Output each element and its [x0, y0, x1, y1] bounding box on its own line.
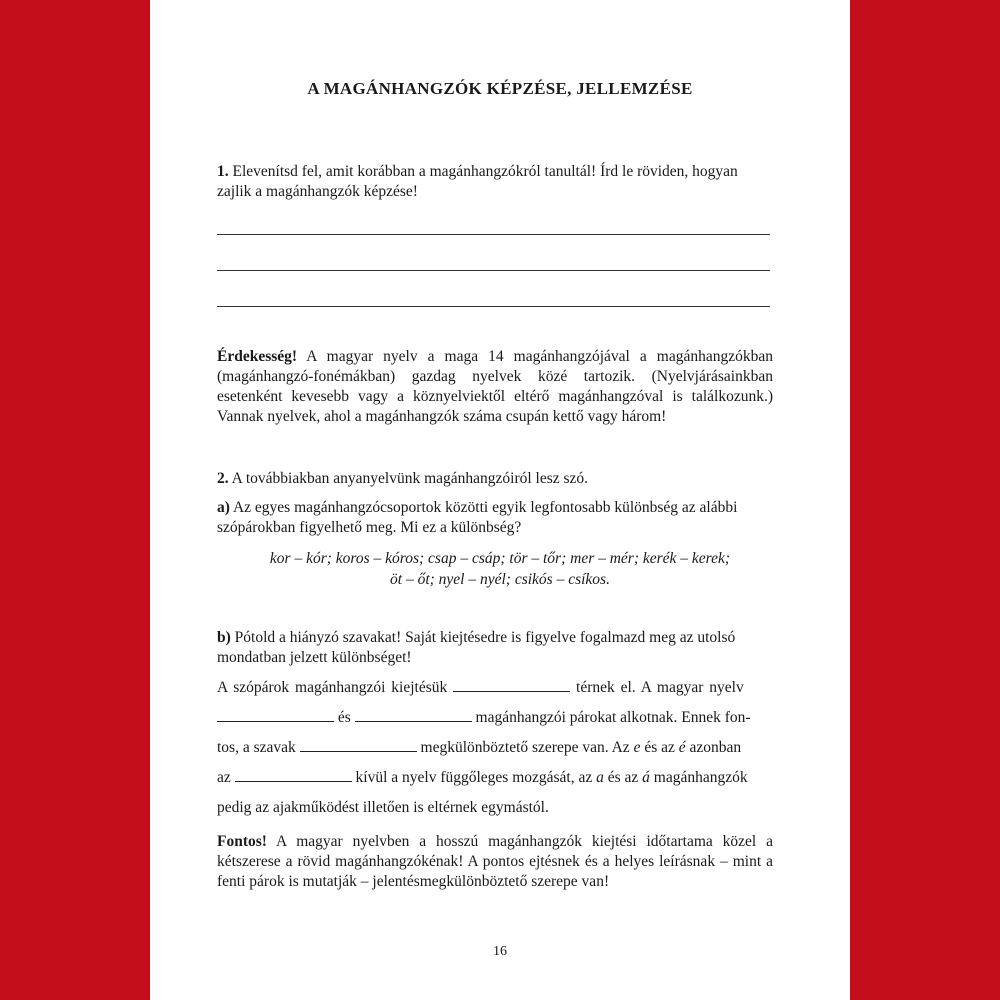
vowel-letter: á	[642, 769, 650, 786]
fill-line-3	[217, 738, 773, 758]
task-2b	[217, 628, 773, 668]
fill-text: és az	[644, 739, 675, 756]
important-label: Fontos!	[217, 833, 267, 850]
vowel-letter: é	[678, 739, 686, 756]
fill-blank-2[interactable]	[217, 708, 334, 722]
task-1-text: Elevenítsd fel, amit korábban a magánhangzókról tanultál! Írd le röviden, hogyan zajlik a magánhangzók képzése!	[217, 163, 738, 200]
fill-text: térnek el. A magyar nyelv	[576, 679, 744, 696]
task-2a-label: a)	[217, 499, 230, 516]
interesting-text: A magyar nyelv a maga 14 magánhangzójával a magánhangzókban (magánhangzó-fonémákban) gazdag nyelvek közé tartozik. (Nyelvjárásainkban esetenként kevesebb vagy a köznyelviektől eltérő magánhangzóval is találkozunk.) Vannak nyelvek, ahol a magánhangzók száma csupán kettő vagy három!	[217, 348, 773, 425]
fill-text: azonban	[689, 739, 742, 756]
important-text: A magyar nyelvben a hosszú magánhangzók kiejtési időtartama közel a kétszerese a rövid magánhangzókénak! A pontos ejtésnek és a helyes leírásnak – mint a fenti párok is mutatják – jelentésmegkülönböztető szerepe van!	[217, 833, 773, 890]
fill-text: megkülönböztető szerepe van. Az	[420, 739, 630, 756]
task-1-number: 1.	[217, 163, 229, 180]
fill-text: tos, a szavak	[217, 739, 296, 756]
task-2a-text: Az egyes magánhangzócsoportok közötti egyik legfontosabb különbség az alábbi szópárokban figyelhető meg. Mi ez a különbség?	[217, 499, 738, 536]
fill-line-5: pedig az ajakműködést illetően is eltérnek egymástól.	[217, 799, 549, 816]
task-2a	[217, 498, 773, 538]
fill-text: magánhangzók	[653, 769, 748, 786]
fill-blank-5[interactable]	[235, 768, 352, 782]
fill-text: kívül a nyelv függőleges mozgását, az	[355, 769, 593, 786]
answer-line-2[interactable]	[217, 270, 770, 271]
page-number: 16	[493, 944, 507, 959]
fill-blank-3[interactable]	[355, 708, 472, 722]
fill-line-2	[217, 708, 773, 728]
task-2b-label: b)	[217, 629, 231, 646]
fill-line-4	[217, 768, 773, 788]
vowel-letter: a	[596, 769, 604, 786]
fill-line-1	[217, 678, 773, 698]
task-2	[217, 469, 773, 489]
important-box	[217, 832, 773, 892]
fill-text: magánhangzói párokat alkotnak. Ennek fon-	[475, 709, 751, 726]
task-1	[217, 162, 773, 202]
interesting-box	[217, 347, 773, 427]
fill-text: A szópárok magánhangzói kiejtésük	[217, 679, 448, 696]
fill-text: és	[337, 709, 351, 726]
task-2-number: 2.	[217, 470, 229, 487]
fill-text: az	[217, 769, 231, 786]
fill-blank-1[interactable]	[453, 678, 570, 692]
vowel-letter: e	[633, 739, 641, 756]
example-pairs-line-2: öt – őt; nyel – nyél; csikós – csíkos.	[390, 571, 610, 588]
interesting-label: Érdekesség!	[217, 348, 298, 365]
fill-text: és az	[607, 769, 639, 786]
answer-line-3[interactable]	[217, 306, 770, 307]
task-2b-text: Pótold a hiányzó szavakat! Saját kiejtésedre is figyelve fogalmazd meg az utolsó mondatban jelzett különbséget!	[217, 629, 736, 666]
workbook-page	[150, 0, 850, 1000]
task-2-text: A továbbiakban anyanyelvünk magánhangzóiról lesz szó.	[231, 470, 589, 487]
fill-blank-4[interactable]	[300, 738, 417, 752]
answer-line-1[interactable]	[217, 234, 770, 235]
page-title: A MAGÁNHANGZÓK KÉPZÉSE, JELLEMZÉSE	[307, 79, 693, 98]
example-pairs-line-1: kor – kór; koros – kóros; csap – csáp; tör – tőr; mer – mér; kerék – kerek;	[269, 550, 731, 567]
